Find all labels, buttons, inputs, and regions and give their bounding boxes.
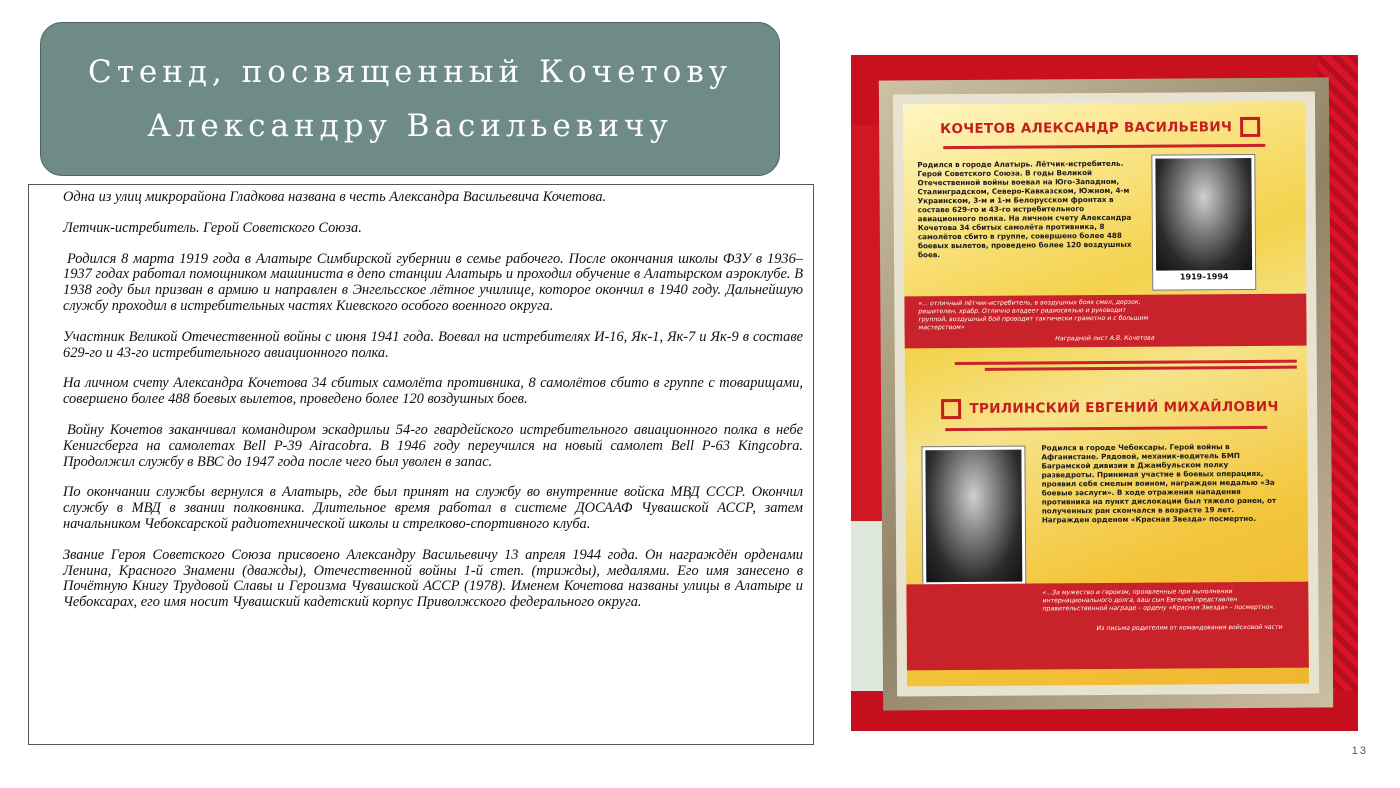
poster-hero2-portrait <box>921 446 1026 603</box>
paragraph-awards: Звание Героя Советского Союза присвоено Александру Васильевичу 13 апреля 1944 года. Он награждён орденами Ленина, Красного Знамени (дважды), Отечественной войны 1-й степ. (трижды), медалями. Его имя занесено в Почётную Книгу Трудовой Славы и Героизма Чувашской АССР (1978). Именем Кочетова названы улицы в Алатыре и Чебоксарах, его имя носит Чувашский кадетский корпус Приволжского федерального округа. <box>63 546 803 611</box>
paragraph-early-life: Родился 8 марта 1919 года в Алатыре Симбирской губернии в семье рабочего. После окончания школы ФЗУ в 1936–1937 годах работал помощником машиниста в депо станции Алатырь и проходил обучение в Алатырском аэроклубе. В 1938 году был призван в армию и направлен в Энгельсское лётное училище, которое окончил в 1940 году. Дальнейшую службу проходил в истребительных частях Киевского особого военного округа. <box>63 250 803 314</box>
portrait-photo-icon <box>925 450 1022 583</box>
title-banner <box>40 22 780 176</box>
poster-hero1-portrait <box>1151 154 1256 291</box>
poster-divider <box>955 360 1297 365</box>
paragraph-after-service: По окончании службы вернулся в Алатырь, где был принят на службу во внутренние войска МВД СССР. Окончил службу в МВД в звании полковника. Длительное время работал в системе ДОСААФ Чувашской АССР, затем начальником Чебоксарской радиотехнической школы и стрелково-спортивного клуба. <box>63 484 803 532</box>
poster-hero2-name: ТРИЛИНСКИЙ ЕВГЕНИЙ МИХАЙЛОВИЧ <box>969 398 1279 417</box>
biography-text-box <box>28 184 814 745</box>
poster-hero1-bio: Родился в городе Алатырь. Лётчик-истребитель. Герой Советского Союза. В годы Великой Отечественной войны воевал на Юго-Западном, Сталинградском, Северо-Кавказском, Южном, 4-м Украинском, 3-м и 1-м Белорусском фронтах в составе 629-го и 43-го истребительного авиационного полка. На личном счету Александра Кочетова 34 сбитых самолёта противника, 8 самолётов сбито в группе, совершено более 488 боевых вылетов, проведено более 120 воздушных боев. <box>917 158 1132 260</box>
poster <box>903 102 1309 687</box>
poster-hero1-name: КОЧЕТОВ АЛЕКСАНДР ВАСИЛЬЕВИЧ <box>940 119 1233 138</box>
paragraph-victories: На личном счету Александра Кочетова 34 сбитых самолёта противника, 8 самолётов сбито в группе с товарищами, совершено более 488 боевых вылетов, проведено более 120 воздушных боев. <box>63 375 803 408</box>
poster-divider <box>943 144 1265 149</box>
poster-divider <box>985 366 1297 371</box>
frame-mat <box>893 92 1319 697</box>
poster-hero2-quote: «...За мужество и героизм, проявленные при выполнении интернационального долга, ваш сын Евгений представлен правительственной награде – ордену «Красная Звезда» - посмертно». <box>1042 588 1276 613</box>
page-number: 13 <box>1351 745 1368 757</box>
poster-hero2-heading <box>905 392 1307 425</box>
paragraph-title: Летчик-истребитель. Герой Советского Союза. <box>63 219 362 236</box>
memorial-stand-photo <box>851 55 1358 731</box>
title-line-2: Александру Васильевичу <box>147 108 673 144</box>
paragraph-street: Одна из улиц микрорайона Гладкова названа в честь Александра Васильевича Кочетова. <box>63 189 607 205</box>
poster-hero1-quote-source: Наградной лист А.В. Кочетова <box>1055 334 1155 343</box>
poster-hero2-bio: Родился в городе Чебоксары. Герой войны в Афганистане. Рядовой, механик-водитель БМП Баграмской дивизии в Джамбульском полку разведроты. Принимая участие в боевых операциях, проявил себя смелым воином, награжден медалью «За боевые заслуги». В ходе отражения нападения противника на пункт дислокации был тяжело ранен, от полученных ран скончался в возрасте 19 лет. Награжден орденом «Красная Звезда» посмертно. <box>1041 442 1277 525</box>
ornament-icon <box>941 399 961 419</box>
paragraph-end-of-war: Войну Кочетов заканчивал командиром эскадрильи 54-го гвардейского истребительного авиационного полка в небе Кенигсберга на самолетах Bell P-39 Airacobra. В 1946 году переучился на новый самолет Bell P-63 Kingcobra. Продолжил службу в ВВС до 1947 года после чего был уволен в запас. <box>63 421 803 470</box>
ornament-icon <box>1240 117 1260 137</box>
poster-divider <box>945 426 1267 431</box>
portrait-photo-icon <box>1155 158 1252 271</box>
title-line-1: Стенд, посвященный Кочетову <box>87 54 733 90</box>
poster-hero1-quote: «... отличный лётчик-истребитель, в воздушных боях смел, дерзок, решителен, храбр. Отлично владеет радиосвязью и руководит группой, воздушный бой проводит тактически грамотно и с большим мастерством» <box>918 298 1149 332</box>
poster-hero1-heading <box>903 112 1305 145</box>
picture-frame <box>879 77 1333 710</box>
paragraph-war: Участник Великой Отечественной войны с июня 1941 года. Воевал на истребителях И-16, Як-1, Як-7 и Як-9 в составе 629-го и 43-го истребительного авиационного полка. <box>63 328 803 361</box>
poster-hero2-quote-source: Из письма родителям от командования войсковой части <box>1096 623 1283 633</box>
poster-hero1-years: 1919–1994 <box>1179 272 1229 282</box>
